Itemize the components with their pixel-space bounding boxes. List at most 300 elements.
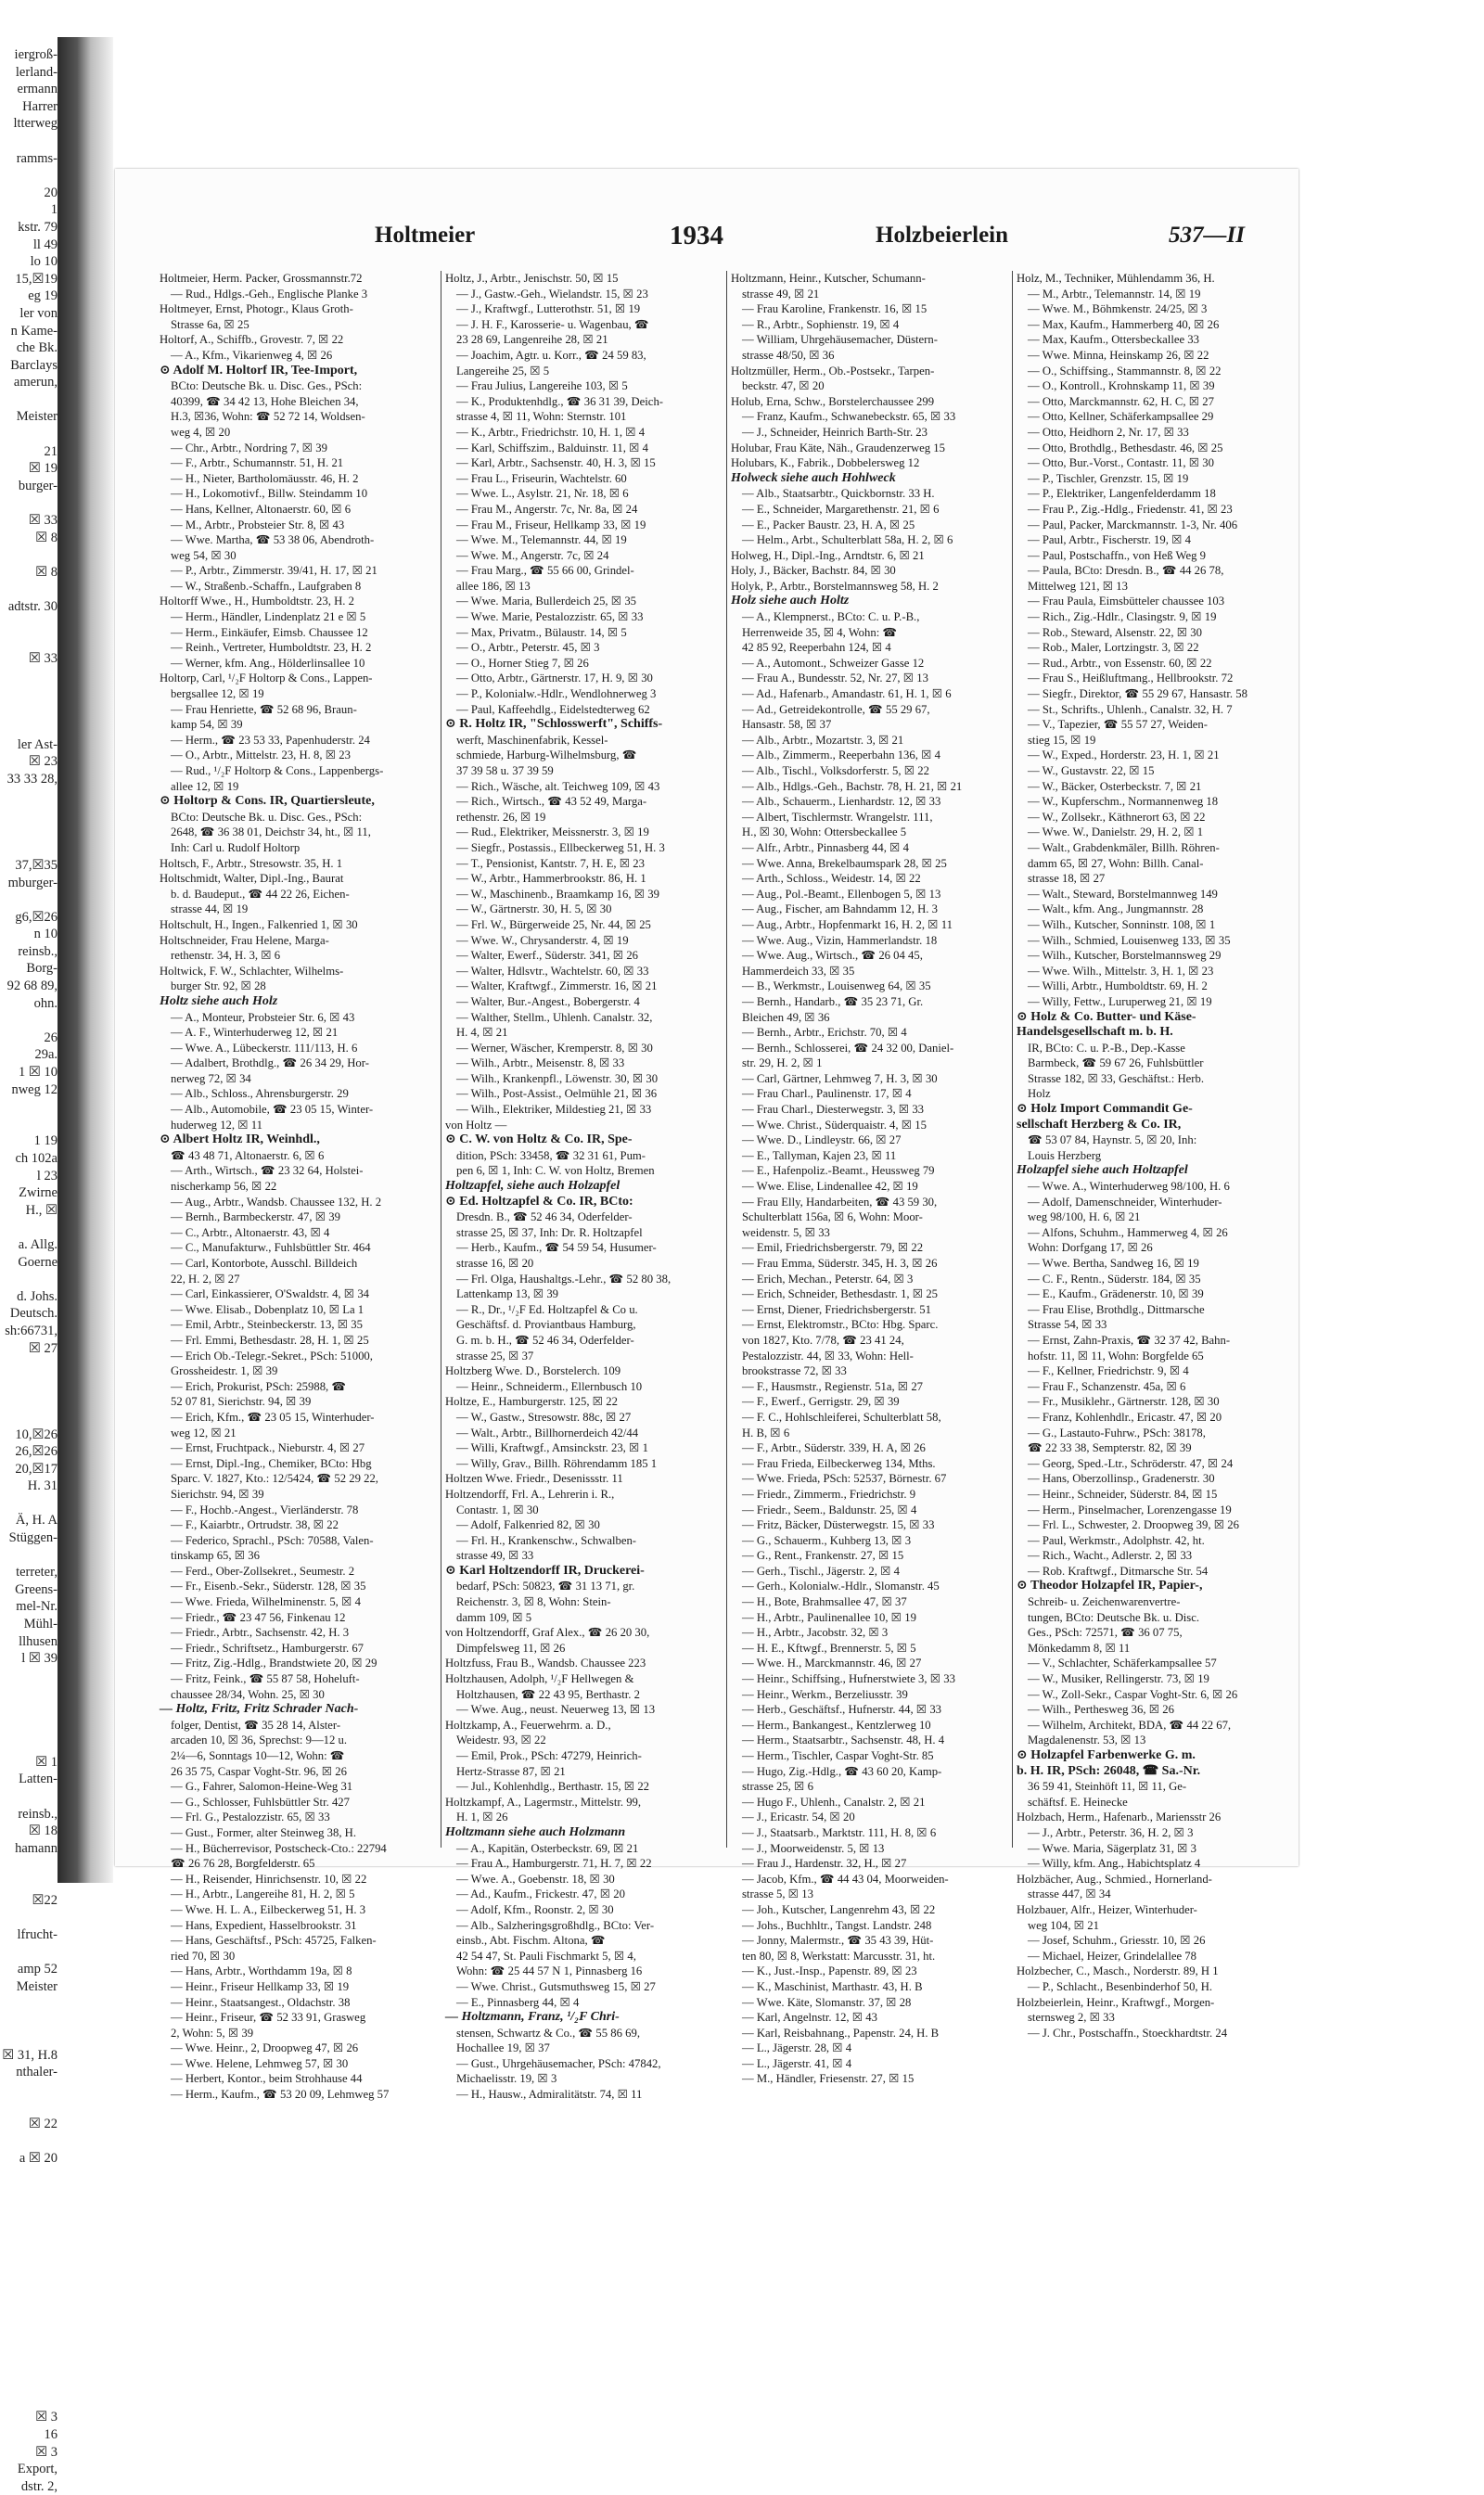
directory-entry-line: — Chr., Arbtr., Nordring 7, ☒ 39	[171, 441, 327, 454]
directory-entry-line: — Alb., Automobile, ☎ 23 05 15, Winter-	[171, 1103, 374, 1117]
directory-entry-line: — H., Nieter, Bartholomäusstr. 46, H. 2	[171, 471, 359, 485]
directory-entry-line: 23 28 69, Langenreihe 28, ☒ 21	[456, 333, 608, 347]
page-number: 537—II	[1169, 223, 1245, 248]
left-fragment-line: Meister	[16, 409, 58, 425]
directory-entry-line: — R., Arbtr., Sophienstr. 19, ☒ 4	[742, 317, 900, 331]
directory-entry-line: ⊙ C. W. von Holtz & Co. IR, Spe-	[445, 1132, 633, 1147]
directory-entry-line: strasse 16, ☒ 20	[456, 1257, 534, 1270]
directory-entry-line: — Rud., Arbtr., von Essenstr. 60, ☒ 22	[1028, 656, 1212, 670]
left-fragment-line: ☒ 23	[28, 754, 58, 770]
directory-entry-line: — Willy, Grav., Billh. Röhrendamm 185 1	[456, 1456, 658, 1470]
directory-entry-line: Bleichen 49, ☒ 36	[742, 1010, 830, 1024]
directory-entry-line: — W., Gustavstr. 22, ☒ 15	[1028, 764, 1155, 777]
directory-entry-line: — M., Arbtr., Probsteier Str. 8, ☒ 43	[171, 518, 345, 531]
directory-entry-line: 42 85 92, Reeperbahn 124, ☒ 4	[742, 641, 891, 655]
directory-entry-line: — E., Kaufm., Grädenerstr. 10, ☒ 39	[1028, 1287, 1204, 1301]
directory-entry-line: — Jacob, Kfm., ☎ 44 43 04, Moorweiden-	[742, 1872, 949, 1886]
directory-entry-line: — Werner, kfm. Ang., Hölderlinsallee 10	[171, 656, 365, 670]
directory-entry-line: — Wwe. Martha, ☎ 53 38 06, Abendroth-	[171, 533, 375, 547]
left-fragment-line: Mühl-	[23, 1617, 58, 1632]
left-fragment-line: d. Johs.	[17, 1288, 58, 1304]
directory-entry-line: ⊙ Albert Holtz IR, Weinhdl.,	[160, 1132, 320, 1147]
directory-entry-line: strasse 18, ☒ 27	[1028, 872, 1106, 886]
left-fragment-line	[0, 2220, 58, 2237]
directory-entry-line: — Walter, Hdlsvtr., Wachtelstr. 60, ☒ 33	[456, 964, 649, 978]
directory-entry-line: Holtschmidt, Walter, Dipl.-Ing., Baurat	[160, 872, 344, 886]
directory-entry-line: — Frau F., Schanzenstr. 45a, ☒ 6	[1028, 1379, 1186, 1393]
directory-entry-line: — Ernst, Dipl.-Ing., Chemiker, BCto: Hbg	[171, 1456, 372, 1470]
directory-entry-line: — Willy, Fettw., Luruperweg 21, ☒ 19	[1028, 994, 1212, 1008]
directory-entry-line: — Wwe. Aug., neust. Neuerweg 13, ☒ 13	[456, 1703, 656, 1717]
left-fragment-line	[0, 546, 58, 564]
left-fragment-line	[0, 1788, 58, 1806]
directory-entry-line: von 1827, Kto. 7/78, ☎ 23 41 24,	[742, 1333, 904, 1347]
left-fragment-line	[0, 133, 58, 150]
directory-entry-line: — Frau Karoline, Frankenstr. 16, ☒ 15	[742, 302, 928, 316]
directory-entry-line: — Wilhelm, Architekt, BDA, ☎ 44 22 67,	[1028, 1718, 1232, 1732]
left-fragment-line: ler von	[19, 305, 58, 321]
directory-entry-line: — E., Tallyman, Kajen 23, ☒ 11	[742, 1148, 897, 1162]
left-fragment-line	[0, 823, 58, 840]
directory-entry-line: Magdalenenstr. 53, ☒ 13	[1028, 1734, 1146, 1747]
directory-entry-line: — Frl. W., Bürgerweide 25, Nr. 44, ☒ 25	[456, 917, 651, 931]
directory-entry-line: — H. E., Kftwgf., Brennerstr. 5, ☒ 5	[742, 1641, 916, 1655]
directory-entry-line: — Paul, Werkmstr., Adolphstr. 42, ht.	[1028, 1533, 1205, 1547]
directory-entry-line: Inh: Carl u. Rudolf Holtorp	[171, 840, 301, 854]
directory-entry-line: — Frau Elise, Brothdlg., Dittmarsche	[1028, 1302, 1205, 1316]
left-fragment-line	[0, 1736, 58, 1754]
left-fragment-line: ☒ 8	[35, 564, 58, 580]
directory-entry-line: ☎ 22 33 38, Sempterstr. 82, ☒ 39	[1028, 1441, 1192, 1455]
directory-entry-line: — M., Arbtr., Telemannstr. 14, ☒ 19	[1028, 287, 1201, 301]
directory-entry-line: Strasse 182, ☒ 33, Geschäftst.: Herb.	[1028, 1071, 1205, 1085]
directory-entry-line: pen 6, ☒ 1, Inh: C. W. von Holtz, Bremen	[456, 1164, 655, 1178]
directory-entry-line: schmiede, Harburg-Wilhelmsburg, ☎	[456, 748, 637, 762]
directory-entry-line: — J., Gastw.-Geh., Wielandstr. 15, ☒ 23	[456, 287, 648, 301]
left-fragment-line: 21	[44, 443, 58, 459]
left-fragment-line	[0, 494, 58, 512]
directory-entry-line: — Wwe. A., Lübeckerstr. 111/113, H. 6	[171, 1041, 358, 1055]
left-fragment-line: Harrer	[22, 98, 58, 114]
directory-entry-line: — Frau M., Angerstr. 7c, Nr. 8a, ☒ 24	[456, 502, 638, 516]
directory-entry-line: — Karl, Angelnstr. 12, ☒ 43	[742, 2011, 877, 2025]
directory-entry-line: — G., Schlosser, Fuhlsbüttler Str. 427	[171, 1795, 350, 1809]
directory-entry-line: — Herm., Tischler, Caspar Voght-Str. 85	[742, 1749, 934, 1762]
directory-entry-line: — A., Klempnerst., BCto: C. u. P.-B.,	[742, 610, 920, 624]
left-fragment-line: adtstr. 30	[7, 599, 58, 614]
directory-entry-line: Holyk, P., Arbtr., Borstelmannsweg 58, H. 2	[731, 579, 939, 593]
directory-entry-line: — Frau Paula, Eimsbütteler chaussee 103	[1028, 595, 1225, 608]
directory-entry-line: — Albert, Tischlermstr. Wrangelstr. 111,	[742, 810, 933, 824]
directory-entry-line: — Gerh., Kolonialw.-Hdlr., Slomanstr. 45	[742, 1580, 940, 1593]
left-fragment-line: a ☒ 20	[19, 2151, 58, 2167]
directory-entry-line: — J., Kraftwgf., Lutterothstr. 51, ☒ 19	[456, 302, 641, 316]
directory-entry-line: strasse 49, ☒ 33	[456, 1549, 534, 1563]
left-fragment-line	[0, 2185, 58, 2203]
left-fragment-line: amerun,	[13, 375, 58, 390]
left-fragment-line: ohn.	[33, 995, 58, 1011]
left-fragment-line: sh:66731,	[5, 1323, 58, 1338]
directory-entry-line: — Wilh., Kutscher, Sonninstr. 108, ☒ 1	[1028, 917, 1216, 931]
directory-entry-line: — P., Kolonialw.-Hdlr., Wendlohnerweg 3	[456, 687, 657, 701]
column-divider	[726, 271, 727, 1848]
left-fragment-line	[0, 2288, 58, 2306]
left-fragment-line: H. 31	[27, 1478, 58, 1494]
left-fragment-line	[0, 805, 58, 823]
directory-entry-line: Holtmeier, Herm. Packer, Grossmannstr.72	[160, 272, 363, 285]
left-fragment-line: reinsb.,	[18, 1806, 58, 1822]
directory-entry-line: H. B, ☒ 6	[742, 1426, 790, 1439]
directory-entry-line: — J., Staatsarb., Marktstr. 111, H. 8, ☒ 6	[742, 1825, 937, 1839]
directory-entry-line: — Wwe. Maria, Bullerdeich 25, ☒ 35	[456, 595, 637, 608]
directory-entry-line: einsb., Abt. Fischm. Altona, ☎	[456, 1934, 606, 1948]
directory-entry-line: — Joh., Kutscher, Langenrehm 43, ☒ 22	[742, 1902, 936, 1916]
left-fragment-line: ermann	[17, 82, 58, 97]
directory-entry-line: Barmbeck, ☎ 59 67 26, Fuhlsbüttler	[1028, 1056, 1204, 1070]
left-fragment-line: che Bk.	[16, 340, 58, 356]
left-fragment-line: burger-	[18, 478, 58, 493]
directory-entry-line: — V., Schlachter, Schäferkampsallee 57	[1028, 1657, 1217, 1670]
directory-entry-line: chaussee 28/34, Wohn. 25, ☒ 30	[171, 1687, 325, 1701]
directory-entry-line: — Alfr., Arbtr., Pinnasberg 44, ☒ 4	[742, 840, 909, 854]
directory-entry-line: — Wwe. Aug., Vizin, Hammerlandstr. 18	[742, 933, 938, 947]
directory-entry-line: Holtorff Wwe., H., Humboldtstr. 23, H. 2	[160, 595, 354, 608]
directory-entry-line: — Herbert, Kontor., beim Strohhause 44	[171, 2072, 363, 2086]
directory-entry-line: — Walther, Stellm., Uhlenh. Canalstr. 32,	[456, 1010, 653, 1024]
directory-entry-line: — T., Pensionist, Kantstr. 7, H. E, ☒ 23	[456, 856, 645, 870]
directory-entry-line: Schulterblatt 156a, ☒ 6, Wohn: Moor-	[742, 1210, 923, 1224]
directory-entry-line: — Arth., Wirtsch., ☎ 23 32 64, Holstei-	[171, 1164, 364, 1178]
directory-entry-line: — Wwe. Elise, Lindenallee 42, ☒ 19	[742, 1180, 918, 1194]
directory-entry-line: Hammerdeich 33, ☒ 35	[742, 964, 855, 978]
directory-entry-line: Schreib- u. Zeichenwarenvertre-	[1028, 1595, 1181, 1609]
left-fragment-line: g6,☒26	[15, 909, 58, 925]
directory-entry-line: ☎ 43 48 71, Altonaerstr. 6, ☒ 6	[171, 1148, 325, 1162]
directory-entry-line: weg 12, ☒ 21	[171, 1426, 237, 1439]
directory-entry-line: BCto: Deutsche Bk. u. Disc. Ges., PSch:	[171, 379, 363, 393]
directory-entry-line: — Frl. L., Schwester, 2. Droopweg 39, ☒ 26	[1028, 1518, 1239, 1532]
left-fragment-line: Latten-	[19, 1772, 58, 1787]
directory-entry-line: — Max, Kaufm., Ottersbeckallee 33	[1028, 333, 1199, 347]
directory-entry-line: — Wwe. Käte, Slomanstr. 37, ☒ 28	[742, 1995, 912, 2009]
directory-entry-line: ⊙ Holzapfel Farbenwerke G. m.	[1017, 1748, 1196, 1762]
directory-entry-line: — Friedr., Schriftsetz., Hamburgerstr. 67	[171, 1641, 365, 1655]
directory-entry-line: Wohn: Dorfgang 17, ☒ 26	[1028, 1241, 1153, 1255]
directory-entry-line: — Frau J., Hardenstr. 32, H., ☒ 27	[742, 1857, 907, 1871]
directory-entry-line: — Karl, Schiffszim., Balduinstr. 11, ☒ 4	[456, 441, 648, 454]
directory-entry-line: — Alb., Tischl., Volksdorferstr. 5, ☒ 22	[742, 764, 929, 777]
left-fragment-line	[0, 2013, 58, 2030]
directory-entry-line: ⊙ Karl Holtzendorff IR, Druckerei-	[445, 1563, 645, 1578]
directory-entry-line: — Herm., Händler, Lindenplatz 21 e ☒ 5	[171, 610, 366, 624]
directory-entry-line: — O., Arbtr., Peterstr. 45, ☒ 3	[456, 641, 600, 655]
directory-entry-line: — Jul., Kohlenhdlg., Berthastr. 15, ☒ 22	[456, 1780, 650, 1794]
directory-entry-line: — Hans, Kellner, Altonaerstr. 60, ☒ 6	[171, 502, 352, 516]
directory-entry-line: beckstr. 47, ☒ 20	[742, 379, 825, 393]
directory-entry-line: Holtzkamp, A., Feuerwehrm. a. D.,	[445, 1718, 611, 1732]
directory-entry-line: — Fritz, Zig.-Hdlg., Brandstwiete 20, ☒ 29	[171, 1657, 377, 1670]
directory-entry-line: schäftsf. E. Heinecke	[1028, 1795, 1128, 1809]
directory-entry-line: — Wwe. M., Böhmkenstr. 24/25, ☒ 3	[1028, 302, 1208, 316]
directory-entry-line: — Herm., Staatsarbtr., Sachsenstr. 48, H. 4	[742, 1734, 945, 1747]
left-fragment-line: terreter,	[16, 1565, 58, 1580]
directory-entry-line: — Alb., Staatsarbtr., Quickbornstr. 33 H.	[742, 487, 935, 501]
directory-entry-line: — Frau M., Friseur, Hellkamp 33, ☒ 19	[456, 518, 646, 531]
directory-entry-line: b. d. Baudeput., ☎ 44 22 26, Eichen-	[171, 887, 350, 901]
directory-entry-line: — Frau S., Heißluftmang., Hellbrookstr. 72	[1028, 672, 1234, 685]
directory-entry-line: — Willi, Arbtr., Humboldtstr. 69, H. 2	[1028, 979, 1208, 993]
directory-entry-line: — W., Zoll-Sekr., Caspar Voght-Str. 6, ☒ 26	[1028, 1687, 1238, 1701]
directory-entry-line: — Gust., Uhrgehäusemacher, PSch: 47842,	[456, 2056, 661, 2070]
directory-entry-line: strasse 25, ☒ 6	[742, 1780, 813, 1794]
directory-entry-line: von Holtz —	[445, 1118, 507, 1132]
directory-entry-line: — Paul, Postschaffn., von Heß Weg 9	[1028, 548, 1206, 562]
directory-entry-line: — Bernh., Arbtr., Erichstr. 70, ☒ 4	[742, 1026, 907, 1040]
directory-entry-line: — O., Schiffsing., Stammannstr. 8, ☒ 22	[1028, 364, 1222, 377]
left-fragment-line: Zwirne	[19, 1185, 58, 1201]
directory-entry-line: — O., Horner Stieg 7, ☒ 26	[456, 656, 589, 670]
directory-entry-line: — H., Arbtr., Jacobstr. 32, ☒ 3	[742, 1626, 889, 1640]
directory-entry-line: — Wilh., Schmied, Louisenweg 133, ☒ 35	[1028, 933, 1231, 947]
left-fragment-line	[0, 391, 58, 409]
directory-entry-line: — Hans, Oberzollinsp., Gradenerstr. 30	[1028, 1472, 1215, 1486]
directory-entry-line: — B., Werkmstr., Louisenweg 64, ☒ 35	[742, 979, 931, 993]
directory-entry-line: — Frau Charl., Diesterwegstr. 3, ☒ 33	[742, 1103, 925, 1117]
left-fragment-line: ☒ 22	[28, 2117, 58, 2132]
directory-entry-line: — Alfons, Schuhm., Hammerweg 4, ☒ 26	[1028, 1225, 1228, 1239]
column-1	[160, 271, 436, 2102]
directory-entry-line: — Hugo, Zig.-Hdlg., ☎ 43 60 20, Kamp-	[742, 1764, 942, 1778]
left-fragment-line: a. Allg.	[18, 1236, 58, 1252]
header-last-entry: Holzbeierlein	[876, 223, 1009, 248]
directory-entry-line: weg 104, ☒ 21	[1028, 1918, 1099, 1932]
directory-entry-line: nerweg 72, ☒ 34	[171, 1071, 251, 1085]
directory-entry-line: Grossheidestr. 1, ☒ 39	[171, 1364, 278, 1378]
left-fragment-line: 20,☒17	[15, 1461, 58, 1477]
directory-entry-line: damm 65, ☒ 27, Wohn: Billh. Canal-	[1028, 856, 1204, 870]
directory-entry-line: — Siegfr., Postassis., Ellbeckerweg 51, H. 3	[456, 840, 665, 854]
directory-entry-line: — Wwe. Elisab., Dobenplatz 10, ☒ La 1	[171, 1302, 365, 1316]
directory-entry-line: 2648, ☎ 36 38 01, Deichstr 34, ht., ☒ 11,	[171, 825, 371, 839]
left-fragment-line: mburger-	[7, 875, 58, 890]
left-fragment-line	[0, 633, 58, 650]
directory-entry-line: damm 109, ☒ 5	[456, 1610, 532, 1624]
left-fragment-line: Deutsch.	[9, 1306, 58, 1322]
directory-entry-line: — Wilh., Arbtr., Meisenstr. 8, ☒ 33	[456, 1056, 625, 1070]
directory-entry-line: — Wwe. A., Winterhuderweg 98/100, H. 6	[1028, 1180, 1230, 1194]
directory-entry-line: 42 54 47, St. Pauli Fischmarkt 5, ☒ 4,	[456, 1949, 636, 1963]
directory-entry-line: Contastr. 1, ☒ 30	[456, 1503, 539, 1516]
directory-entry-line: Langereihe 25, ☒ 5	[456, 364, 550, 377]
directory-entry-line: — St., Schrifts., Uhlenh., Canalstr. 32, H. 7	[1028, 702, 1233, 716]
directory-entry-line: brookstrasse 72, ☒ 33	[742, 1364, 847, 1378]
directory-entry-line: — Rich., Zig.-Hdlr., Clasingstr. 9, ☒ 19	[1028, 610, 1217, 624]
directory-entry-line: — Otto, Arbtr., Gärtnerstr. 17, H. 9, ☒ 30	[456, 672, 653, 685]
directory-entry-line: Holtzhausen, ☎ 22 43 95, Berthastr. 2	[456, 1687, 640, 1701]
directory-entry-line: — P., Arbtr., Zimmerstr. 39/41, H. 17, ☒ 21	[171, 564, 377, 578]
directory-entry-line: Pestalozzistr. 44, ☒ 33, Wohn: Hell-	[742, 1349, 914, 1363]
directory-entry-line: Lattenkamp 13, ☒ 39	[456, 1287, 559, 1301]
directory-entry-line: — Karl, Arbtr., Sachsenstr. 40, H. 3, ☒ 15	[456, 456, 656, 470]
directory-entry-line: weg 54, ☒ 30	[171, 548, 237, 562]
directory-entry-line: — William, Uhrgehäusemacher, Düstern-	[742, 333, 938, 347]
directory-entry-line: b. H. IR, PSch: 26048, ☎ Sa.-Nr.	[1017, 1763, 1201, 1778]
left-fragment-line	[0, 2029, 58, 2047]
directory-entry-line: — Ernst, Fruchtpack., Nieburstr. 4, ☒ 27	[171, 1441, 365, 1455]
directory-entry-line: Mönkedamm 8, ☒ 11	[1028, 1641, 1131, 1655]
directory-entry-line: — Wwe. W., Danielstr. 29, H. 2, ☒ 1	[1028, 825, 1204, 839]
left-fragment-line: Ä, H. A	[15, 1513, 58, 1529]
directory-entry-line: 52 07 81, Sierichstr. 94, ☒ 39	[171, 1395, 312, 1409]
directory-entry-line: — Wwe. Anna, Brekelbaumspark 28, ☒ 25	[742, 856, 947, 870]
directory-entry-line: — F. C., Hohlschleiferei, Schulterblatt 58,	[742, 1410, 941, 1424]
left-fragment-line: Goerne	[18, 1254, 58, 1270]
directory-entry-line: — Wwe. L., Asylstr. 21, Nr. 18, ☒ 6	[456, 487, 629, 501]
directory-entry-line: — Herm., ☎ 23 53 33, Papenhuderstr. 24	[171, 733, 370, 747]
directory-entry-line: — Friedr., Seem., Baldunstr. 25, ☒ 4	[742, 1503, 917, 1516]
directory-entry-line: — Wilh., Elektriker, Mildestieg 21, ☒ 33	[456, 1103, 652, 1117]
directory-entry-line: stensen, Schwartz & Co., ☎ 55 86 69,	[456, 2026, 640, 2040]
directory-entry-line: — Frau Charl., Paulinenstr. 17, ☒ 4	[742, 1087, 912, 1101]
directory-entry-line: — Bernh., Barmbeckerstr. 47, ☒ 39	[171, 1210, 340, 1224]
directory-entry-line: Holtz siehe auch Holz	[160, 993, 278, 1008]
directory-entry-line: Ges., PSch: 72571, ☎ 36 07 75,	[1028, 1626, 1183, 1640]
directory-entry-line: BCto: Deutsche Bk. u. Disc. Ges., PSch:	[171, 810, 363, 824]
directory-entry-line: — Bernh., Handarb., ☎ 35 23 71, Gr.	[742, 994, 924, 1008]
directory-entry-line: — Ad., Kaufm., Frickestr. 47, ☒ 20	[456, 1887, 625, 1901]
header-year: 1934	[670, 221, 723, 250]
directory-entry-line: — E., Packer Baustr. 23, H. A, ☒ 25	[742, 518, 915, 531]
directory-entry-line: Reichenstr. 3, ☒ 8, Wohn: Stein-	[456, 1595, 611, 1609]
directory-entry-line: — C., Arbtr., Altonaerstr. 43, ☒ 4	[171, 1225, 330, 1239]
directory-entry-line: — Wwe. Bertha, Sandweg 16, ☒ 19	[1028, 1257, 1199, 1270]
directory-entry-line: — Erich, Kfm., ☎ 23 05 15, Winterhuder-	[171, 1410, 375, 1424]
directory-entry-line: — P., Schlacht., Besenbinderhof 50, H.	[1028, 1979, 1213, 1993]
directory-entry-line: — K., Maschinist, Marthastr. 43, H. B	[742, 1979, 923, 1993]
directory-entry-line: — W., Bäcker, Osterbeckstr. 7, ☒ 21	[1028, 779, 1202, 793]
directory-entry-line: dition, PSch: 33458, ☎ 32 31 61, Pum-	[456, 1148, 646, 1162]
directory-entry-line: — Frl. G., Pestalozzistr. 65, ☒ 33	[171, 1810, 330, 1824]
directory-entry-line: — G., Rent., Frankenstr. 27, ☒ 15	[742, 1549, 904, 1563]
directory-entry-line: Holtzhausen, Adolph, ¹/₂F Hellwegen &	[445, 1672, 634, 1686]
directory-entry-line: IR, BCto: C. u. P.-B., Dep.-Kasse	[1028, 1041, 1185, 1055]
directory-entry-line: — Wilh., Post-Assist., Oelmühle 21, ☒ 36	[456, 1087, 658, 1101]
directory-entry-line: — F., Kaiarbtr., Ortrudstr. 38, ☒ 22	[171, 1518, 339, 1532]
directory-entry-line: — Werner, Wäscher, Kremperstr. 8, ☒ 30	[456, 1041, 653, 1055]
directory-entry-line: Mittelweg 121, ☒ 13	[1028, 579, 1128, 593]
directory-entry-line: — W., Maschinenb., Braamkamp 16, ☒ 39	[456, 887, 659, 901]
left-fragment-line: 26	[44, 1030, 58, 1045]
directory-entry-line: — Wwe. Christ., Gutsmuthsweg 15, ☒ 27	[456, 1979, 656, 1993]
directory-entry-line: strasse 49, ☒ 21	[742, 287, 820, 301]
directory-entry-line: strasse 25, ☒ 37, Inh: Dr. R. Holtzapfel	[456, 1225, 643, 1239]
directory-entry-line: — V., Tapezier, ☎ 55 57 27, Weiden-	[1028, 718, 1208, 732]
directory-entry-line: Strasse 54, ☒ 33	[1028, 1318, 1107, 1332]
header-first-entry: Holtmeier	[375, 223, 476, 248]
left-fragment-line	[0, 2099, 58, 2117]
left-fragment-line	[0, 2133, 58, 2151]
left-fragment-line: 1 19	[33, 1133, 58, 1149]
left-fragment-line	[0, 1098, 58, 1116]
left-fragment-line: Barclays	[10, 357, 58, 373]
directory-entry-line: — Frl. Emmi, Bethesdastr. 28, H. 1, ☒ 25	[171, 1333, 369, 1347]
left-fragment-line: Meister	[16, 1978, 58, 1994]
directory-entry-line: Holtzen Wwe. Friedr., Desenissstr. 11	[445, 1472, 623, 1486]
directory-entry-line: H.3, ☒36, Wohn: ☎ 52 72 14, Woldsen-	[171, 410, 365, 424]
directory-entry-line: Holzbächer, Aug., Schmied., Hornerland-	[1017, 1872, 1212, 1886]
left-fragment-line: H., ☒	[25, 1202, 58, 1218]
left-fragment-line	[0, 1375, 58, 1392]
directory-entry-line: — E., Pinnasberg 44, ☒ 4	[456, 1995, 580, 2009]
left-fragment-line	[0, 1391, 58, 1409]
directory-entry-line: Dimpfelsweg 11, ☒ 26	[456, 1641, 566, 1655]
left-fragment-line: l 23	[36, 1168, 58, 1184]
directory-entry-line: Geschäftsf. d. Proviantbaus Hamburg,	[456, 1318, 636, 1332]
left-fragment-line: ☒ 3	[35, 2410, 58, 2425]
directory-entry-line: — Adalbert, Brothdlg., ☎ 26 34 29, Hor-	[171, 1056, 369, 1070]
directory-entry-line: — Ad., Getreidekontrolle, ☎ 55 29 67,	[742, 702, 930, 716]
directory-entry-line: — J., Moorweidenstr. 5, ☒ 13	[742, 1841, 885, 1855]
directory-entry-line: — Rob., Steward, Alsenstr. 22, ☒ 30	[1028, 625, 1202, 639]
left-fragment-line: 15,☒19	[15, 271, 58, 287]
directory-entry-line: — Ad., Hafenarb., Amandastr. 61, H. 1, ☒ 6	[742, 687, 952, 701]
directory-entry-line: — F., Kellner, Friedrichstr. 9, ☒ 4	[1028, 1364, 1189, 1378]
directory-entry-line: — Fr., Eisenb.-Sekr., Süderstr. 128, ☒ 35	[171, 1580, 366, 1593]
left-fragment-line	[0, 1357, 58, 1375]
left-fragment-line: n 10	[33, 927, 58, 942]
directory-entry-line: — Aug., Arbtr., Wandsb. Chaussee 132, H. 2	[171, 1195, 382, 1209]
directory-entry-line: ried 70, ☒ 30	[171, 1949, 236, 1963]
directory-entry-line: Holtzapfel, siehe auch Holzapfel	[445, 1179, 620, 1194]
directory-entry-line: Holtwick, F. W., Schlachter, Wilhelms-	[160, 964, 344, 978]
directory-entry-line: hofstr. 11, ☒ 11, Wohn: Borgfelde 65	[1028, 1349, 1204, 1363]
directory-entry-line: — Alb., Salzheringsgroßhdlg., BCto: Ver-	[456, 1918, 655, 1932]
left-fragment-line: hamann	[15, 1840, 58, 1856]
directory-entry-line: — Frau Marg., ☎ 55 66 00, Grindel-	[456, 564, 634, 578]
directory-entry-line: Holz	[1028, 1087, 1051, 1101]
directory-entry-line: — H., Arbtr., Langereihe 81, H. 2, ☒ 5	[171, 1887, 355, 1901]
directory-entry-line: — J., Arbtr., Peterstr. 36, H. 2, ☒ 3	[1028, 1825, 1194, 1839]
left-fragment-line	[0, 1409, 58, 1427]
left-fragment-line	[0, 2340, 58, 2358]
directory-entry-line: — L., Jägerstr. 41, ☒ 4	[742, 2056, 852, 2070]
directory-entry-line: — Heinr., Schneider, Süderstr. 84, ☒ 15	[1028, 1487, 1218, 1501]
directory-entry-line: Holtzmann, Heinr., Kutscher, Schumann-	[731, 272, 926, 285]
directory-entry-line: — Hans, Arbtr., Worthdamm 19a, ☒ 8	[171, 1964, 352, 1978]
directory-entry-line: — Bernh., Schlosserei, ☎ 24 32 00, Daniel-	[742, 1041, 954, 1055]
directory-entry-line: — W., Arbtr., Hammerbrookstr. 86, H. 1	[456, 872, 646, 886]
directory-entry-line: — Karl, Reisbahnang., Papenstr. 24, H. B	[742, 2026, 940, 2040]
left-fragment-line: lo 10	[30, 254, 58, 270]
left-fragment-line	[0, 1995, 58, 2013]
directory-entry-line: — Emil, Prok., PSch: 47279, Heinrich-	[456, 1749, 642, 1762]
left-fragment-line: Stüggen-	[8, 1530, 58, 1546]
left-fragment-line	[0, 2081, 58, 2099]
directory-entry-line: — Alb., Hdlgs.-Geh., Bachstr. 78, H. 21, ☒ 21	[742, 779, 963, 793]
left-fragment-line: lfrucht-	[17, 1926, 58, 1942]
left-fragment-line: Export,	[17, 2462, 58, 2477]
directory-entry-line: rethenstr. 34, H. 3, ☒ 6	[171, 949, 281, 963]
left-fragment-line: dstr. 2,	[20, 2478, 58, 2494]
directory-entry-line: weg 98/100, H. 6, ☒ 21	[1028, 1210, 1141, 1224]
directory-entry-line: burger Str. 92, ☒ 28	[171, 979, 266, 993]
directory-entry-line: — Frau Julius, Langereihe 103, ☒ 5	[456, 379, 628, 393]
directory-entry-line: — Otto, Bur.-Vorst., Contastr. 11, ☒ 30	[1028, 456, 1214, 470]
left-fragment-line	[0, 685, 58, 702]
directory-entry-line: — Herm., Pinselmacher, Lorenzengasse 19	[1028, 1503, 1232, 1516]
directory-entry-line: — A., Automont., Schweizer Gasse 12	[742, 656, 925, 670]
directory-entry-line: — Otto, Brothdlg., Bethesdastr. 46, ☒ 25	[1028, 441, 1223, 454]
